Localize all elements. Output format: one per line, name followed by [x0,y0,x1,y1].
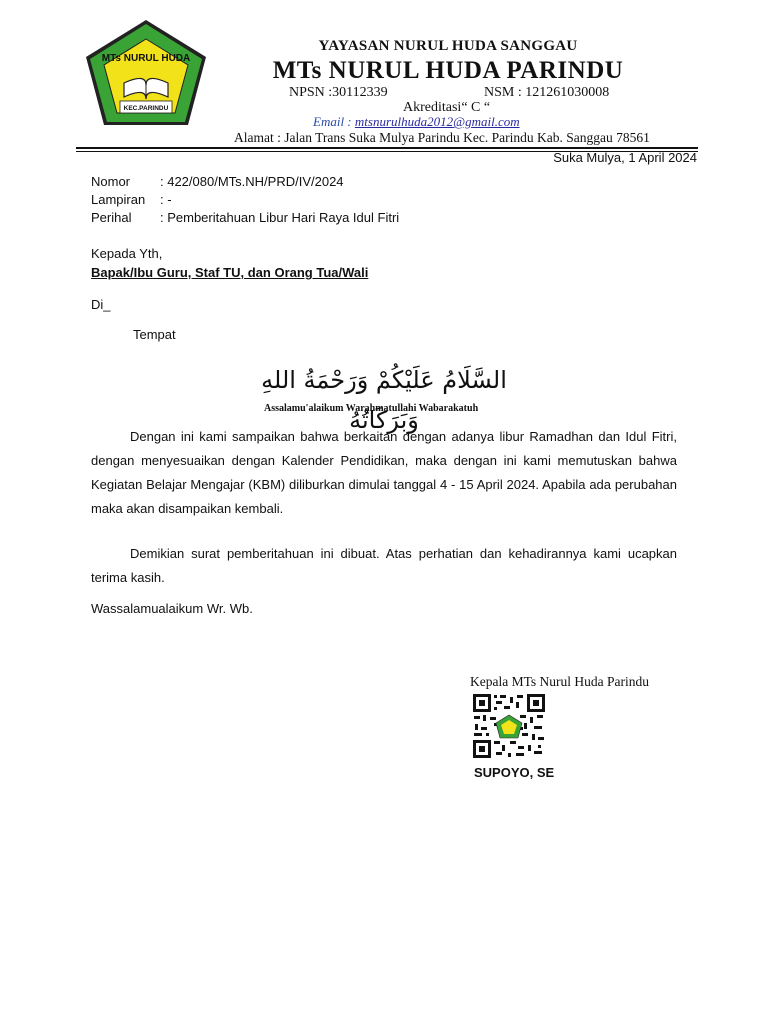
qr-code-signature [472,693,546,759]
accreditation: Akreditasi“ C “ [403,100,491,115]
meta-label-lampiran: Lampiran [91,192,146,207]
signatory-name: SUPOYO, SE [474,765,555,780]
meta-label-perihal: Perihal [91,210,132,225]
meta-label-nomor: Nomor [91,174,131,189]
logo-text-top: MTs NURUL HUDA [101,53,191,64]
place-date: Suka Mulya, 1 April 2024 [553,150,697,165]
paragraph-2-text: Demikian surat pemberitahuan ini dibuat. Atas perhatian dan kehadirannya kami ucapkan terima kasih. [91,546,677,585]
paragraph-1-text: Dengan ini kami sampaikan bahwa berkaitan dengan adanya libur Ramadhan dan Idul Fitri, dengan menyesuaikan dengan Kalender Pendidikan, maka dengan ini kami memutuskan bahwa Kegiatan Belajar Mengajar (KBM) diliburkan dimulai tanggal 4 - 15 April 2024. Apabila ada perubahan maka akan disampaikan kembali. [91,429,677,516]
meta-value-perihal: : Pemberitahuan Libur Hari Raya Idul Fitri [160,210,400,225]
meta-value-lampiran: : - [160,192,172,207]
header-divider-thick [76,147,698,149]
paragraph-2 [91,542,677,590]
tempat-line: Tempat [133,327,176,342]
closing: Wassalamualaikum Wr. Wb. [91,601,253,616]
salam-arabic: السَّلَامُ عَلَيْكُمْ وَرَحْمَةُ اللهِ وَبَرَكَاتُهُ [261,366,507,434]
foundation-name: YAYASAN NURUL HUDA SANGGAU [318,38,578,54]
school-name: MTs NURUL HUDA PARINDU [272,57,624,84]
email-label: Email : [313,114,355,129]
npsn: NPSN :30112339 [289,85,388,100]
nsm: NSM : 121261030008 [484,85,610,100]
recipient: Bapak/Ibu Guru, Staf TU, dan Orang Tua/Wali [91,265,369,280]
salam-latin: Assalamu'alaikum Warahmatullahi Wabarakatuh [264,403,479,414]
logo-text-bottom: KEC.PARINDU [123,105,169,112]
address: Alamat : Jalan Trans Suka Mulya Parindu Kec. Parindu Kab. Sanggau 78561 [234,130,650,145]
di-line: Di_ [91,297,111,312]
to-line: Kepada Yth, [91,246,163,261]
email-link[interactable]: mtsnurulhuda2012@gmail.com [354,114,520,129]
signature-title: Kepala MTs Nurul Huda Parindu [470,674,650,689]
email-line [313,114,520,130]
meta-value-nomor: : 422/080/MTs.NH/PRD/IV/2024 [160,174,344,189]
paragraph-1 [91,425,677,521]
